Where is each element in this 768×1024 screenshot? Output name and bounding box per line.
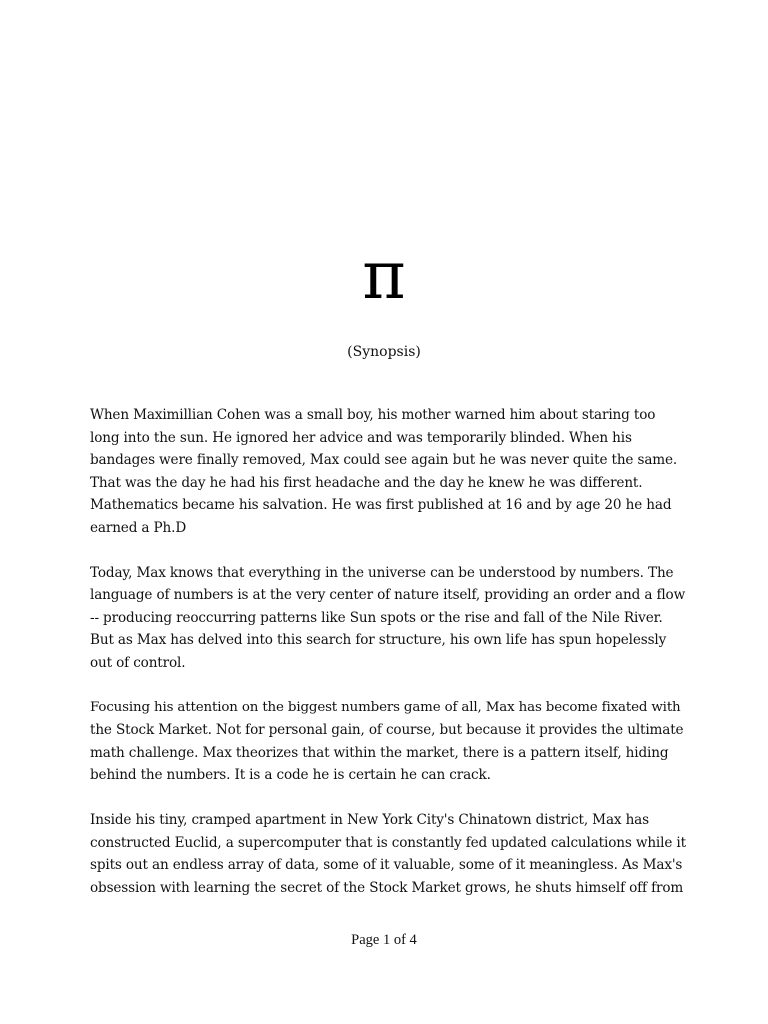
text-line: math challenge. Max theorizes that within the market, there is a pattern itself, hiding [90, 744, 669, 761]
text-line: the Stock Market. Not for personal gain, of course, but because it provides the ultimate [90, 722, 684, 739]
text-line: bandages were finally removed, Max could see again but he was never quite the same. [90, 452, 678, 469]
text-line: constructed Euclid, a supercomputer that is constantly fed updated calculations while it [90, 834, 686, 851]
text-line: earned a Ph.D [90, 519, 187, 536]
text-line: out of control. [90, 654, 186, 671]
paragraph [90, 697, 688, 787]
paragraph [90, 562, 688, 675]
text-line: Mathematics became his salvation. He was first published at 16 and by age 20 he had [90, 497, 672, 514]
text-line: obsession with learning the secret of the Stock Market grows, he shuts himself off from [90, 879, 684, 896]
paragraph [90, 404, 688, 540]
text-line: language of numbers is at the very center of nature itself, providing an order and a flow [90, 587, 686, 604]
text-line: Today, Max knows that everything in the universe can be understood by numbers. The [90, 564, 674, 581]
text-line: When Maximillian Cohen was a small boy, his mother warned him about staring too [90, 407, 656, 423]
text-line: spits out an endless array of data, some of it valuable, some of it meaningless. As Max's [90, 857, 683, 874]
synopsis-body [90, 404, 688, 921]
text-line: Focusing his attention on the biggest numbers game of all, Max has become fixated with [90, 699, 681, 715]
text-line: Inside his tiny, cramped apartment in New York City's Chinatown district, Max has [90, 811, 649, 828]
text-line: behind the numbers. It is a code he is certain he can crack. [90, 767, 491, 784]
text-line: long into the sun. He ignored her advice and was temporarily blinded. When his [90, 429, 632, 446]
text-line: But as Max has delved into this search for structure, his own life has spun hopelessly [90, 632, 667, 649]
pi-symbol-title: π [362, 237, 406, 314]
paragraph [90, 809, 688, 899]
synopsis-subtitle: (Synopsis) [347, 344, 421, 360]
text-line: That was the day he had his first headache and the day he knew he was different. [90, 474, 643, 491]
page-number-footer: Page 1 of 4 [351, 932, 417, 948]
text-line: -- producing reoccurring patterns like Sun spots or the rise and fall of the Nile River. [90, 609, 663, 626]
